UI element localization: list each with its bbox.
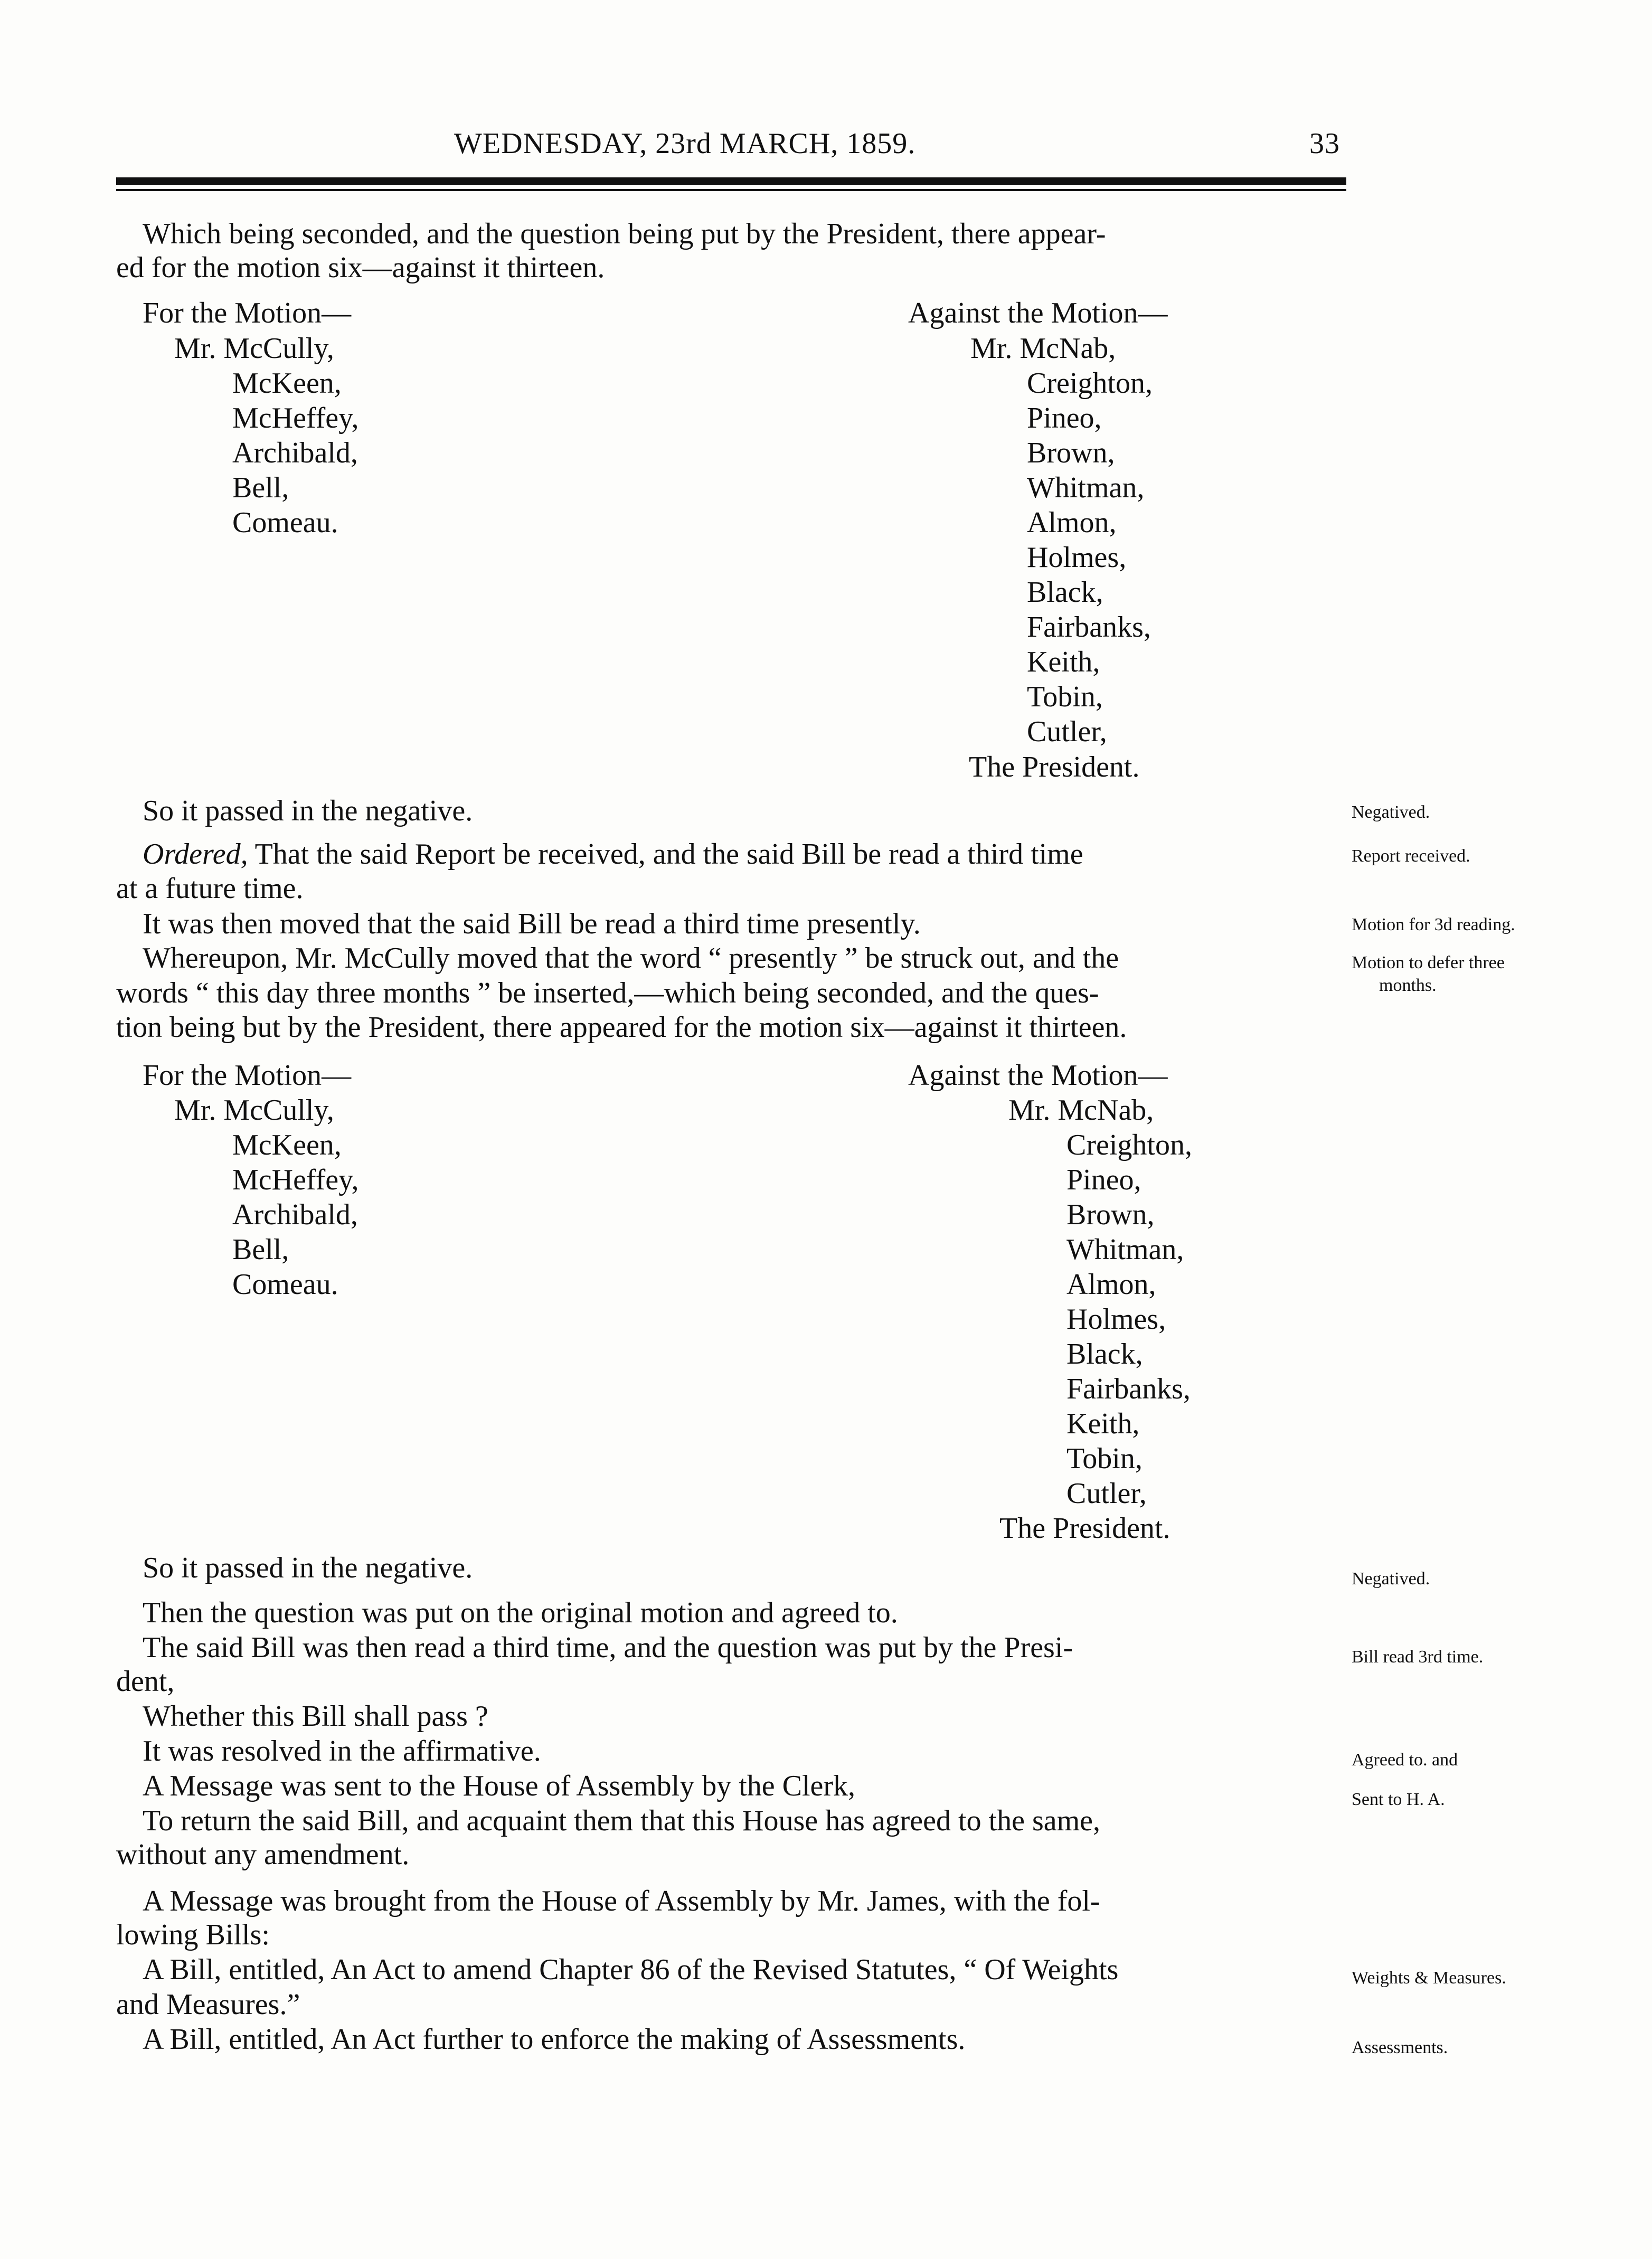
bill-assessments: A Bill, entitled, An Act further to enforce the making of Assessments.: [143, 2023, 966, 2056]
vote2-against-list: [1066, 1128, 1192, 1511]
to-return-line2: without any amendment.: [116, 1838, 410, 1871]
page-header-title: WEDNESDAY, 23rd MARCH, 1859.: [454, 127, 916, 160]
vote2-against-name: Almon,: [1066, 1268, 1156, 1301]
vote2-for-name: Bell,: [232, 1233, 289, 1266]
vote2-for-list: [232, 1128, 358, 1302]
vote1-for-name: Archibald,: [232, 437, 358, 469]
margin-negatived1: Negatived.: [1352, 802, 1430, 822]
vote1-against-name: Creighton,: [1027, 367, 1153, 400]
vote2-against-name: Creighton,: [1066, 1129, 1192, 1161]
vote2-against-name: Black,: [1066, 1338, 1143, 1370]
whereupon-line3: tion being but by the President, there appeared for the motion six—against it thirteen.: [116, 1011, 1127, 1044]
vote2-against-last: The President.: [999, 1512, 1170, 1545]
message-brought-line2: lowing Bills:: [116, 1918, 270, 1951]
vote1-against-name: Almon,: [1027, 506, 1117, 539]
header-rule-thick: [116, 177, 1346, 185]
bill-weights-line2: and Measures.”: [116, 1988, 300, 2021]
ordered-italic: Ordered,: [143, 838, 248, 871]
vote1-against-name: Tobin,: [1027, 680, 1103, 713]
vote2-against-first: Mr. McNab,: [1008, 1094, 1154, 1127]
message-sent: A Message was sent to the House of Assembly by the Clerk,: [143, 1770, 856, 1802]
vote2-against-name: Cutler,: [1066, 1477, 1147, 1510]
vote1-for-name: Bell,: [232, 471, 289, 504]
resolved-affirmative: It was resolved in the affirmative.: [143, 1735, 541, 1767]
margin-bill-read-3rd: Bill read 3rd time.: [1352, 1647, 1484, 1667]
ordered-line1: [143, 837, 1083, 872]
ordered-line2: at a future time.: [116, 872, 304, 905]
margin-weights: Weights & Measures.: [1352, 1968, 1506, 1988]
vote2-against-heading: Against the Motion—: [908, 1059, 1168, 1092]
negative2: So it passed in the negative.: [143, 1552, 473, 1584]
vote1-for-name: McKeen,: [232, 367, 342, 400]
vote2-against-name: Pineo,: [1066, 1164, 1141, 1196]
original-motion: Then the question was put on the original motion and agreed to.: [143, 1596, 898, 1629]
vote2-for-name: McHeffey,: [232, 1164, 359, 1196]
whether-pass: Whether this Bill shall pass ?: [143, 1700, 488, 1733]
vote1-against-name: Fairbanks,: [1027, 611, 1151, 644]
vote2-for-name: Comeau.: [232, 1268, 338, 1301]
margin-assessments: Assessments.: [1352, 2038, 1448, 2057]
vote2-for-name: McKeen,: [232, 1129, 342, 1161]
bill-weights-line1: A Bill, entitled, An Act to amend Chapter 86 of the Revised Statutes, “ Of Weights: [143, 1953, 1119, 1986]
vote2-for-first: Mr. McCully,: [174, 1094, 334, 1127]
vote2-against-name: Brown,: [1066, 1198, 1155, 1231]
vote1-for-list: [232, 366, 358, 540]
header-rule-thin: [116, 189, 1346, 191]
vote2-against-name: Holmes,: [1066, 1303, 1166, 1336]
message-brought-line1: A Message was brought from the House of Assembly by Mr. James, with the fol-: [143, 1885, 1100, 1917]
vote1-against-name: Brown,: [1027, 437, 1115, 469]
negative1: So it passed in the negative.: [143, 795, 473, 827]
vote1-for-name: McHeffey,: [232, 402, 359, 434]
third-time-line1: The said Bill was then read a third time, and the question was put by the Presi-: [143, 1631, 1073, 1664]
vote1-against-name: Whitman,: [1027, 471, 1145, 504]
vote1-against-first: Mr. McNab,: [970, 332, 1116, 365]
vote1-against-heading: Against the Motion—: [908, 297, 1168, 329]
vote1-against-name: Holmes,: [1027, 541, 1127, 574]
moved-third-reading: It was then moved that the said Bill be read a third time presently.: [143, 908, 921, 940]
vote1-against-name: Cutler,: [1027, 715, 1107, 748]
whereupon-line1: Whereupon, Mr. McCully moved that the word “ presently ” be struck out, and the: [143, 942, 1119, 975]
vote2-against-name: Fairbanks,: [1066, 1373, 1191, 1405]
vote1-for-heading: For the Motion—: [143, 297, 352, 329]
vote1-against-list: [1027, 366, 1153, 749]
vote2-for-name: Archibald,: [232, 1198, 358, 1231]
vote1-against-name: Pineo,: [1027, 402, 1102, 434]
vote1-against-name: Keith,: [1027, 646, 1100, 678]
vote2-against-name: Whitman,: [1066, 1233, 1184, 1266]
margin-negatived2: Negatived.: [1352, 1569, 1430, 1589]
vote1-against-last: The President.: [969, 751, 1140, 783]
margin-agreed-to: Agreed to. and: [1352, 1750, 1458, 1770]
margin-sent-to: Sent to H. A.: [1352, 1790, 1445, 1809]
whereupon-line2: words “ this day three months ” be inserted,—which being seconded, and the ques-: [116, 977, 1099, 1009]
vote1-against-name: Black,: [1027, 576, 1103, 609]
vote1-for-name: Comeau.: [232, 506, 338, 539]
page-number: 33: [1309, 127, 1340, 160]
ordered-rest: That the said Report be received, and the said Bill be read a third time: [248, 838, 1083, 871]
vote2-against-name: Keith,: [1066, 1407, 1140, 1440]
vote2-for-heading: For the Motion—: [143, 1059, 352, 1092]
margin-motion-3d: Motion for 3d reading.: [1352, 915, 1515, 934]
third-time-line2: dent,: [116, 1665, 175, 1698]
margin-motion-defer-2: months.: [1379, 976, 1437, 995]
para1-line1: Which being seconded, and the question being put by the President, there appear-: [143, 218, 1106, 250]
vote1-for-first: Mr. McCully,: [174, 332, 334, 365]
para1-line2: ed for the motion six—against it thirteen.: [116, 251, 605, 284]
vote2-against-name: Tobin,: [1066, 1442, 1143, 1475]
to-return-line1: To return the said Bill, and acquaint them that this House has agreed to the same,: [143, 1804, 1101, 1837]
margin-report-received: Report received.: [1352, 846, 1470, 866]
margin-motion-defer-1: Motion to defer three: [1352, 953, 1505, 972]
